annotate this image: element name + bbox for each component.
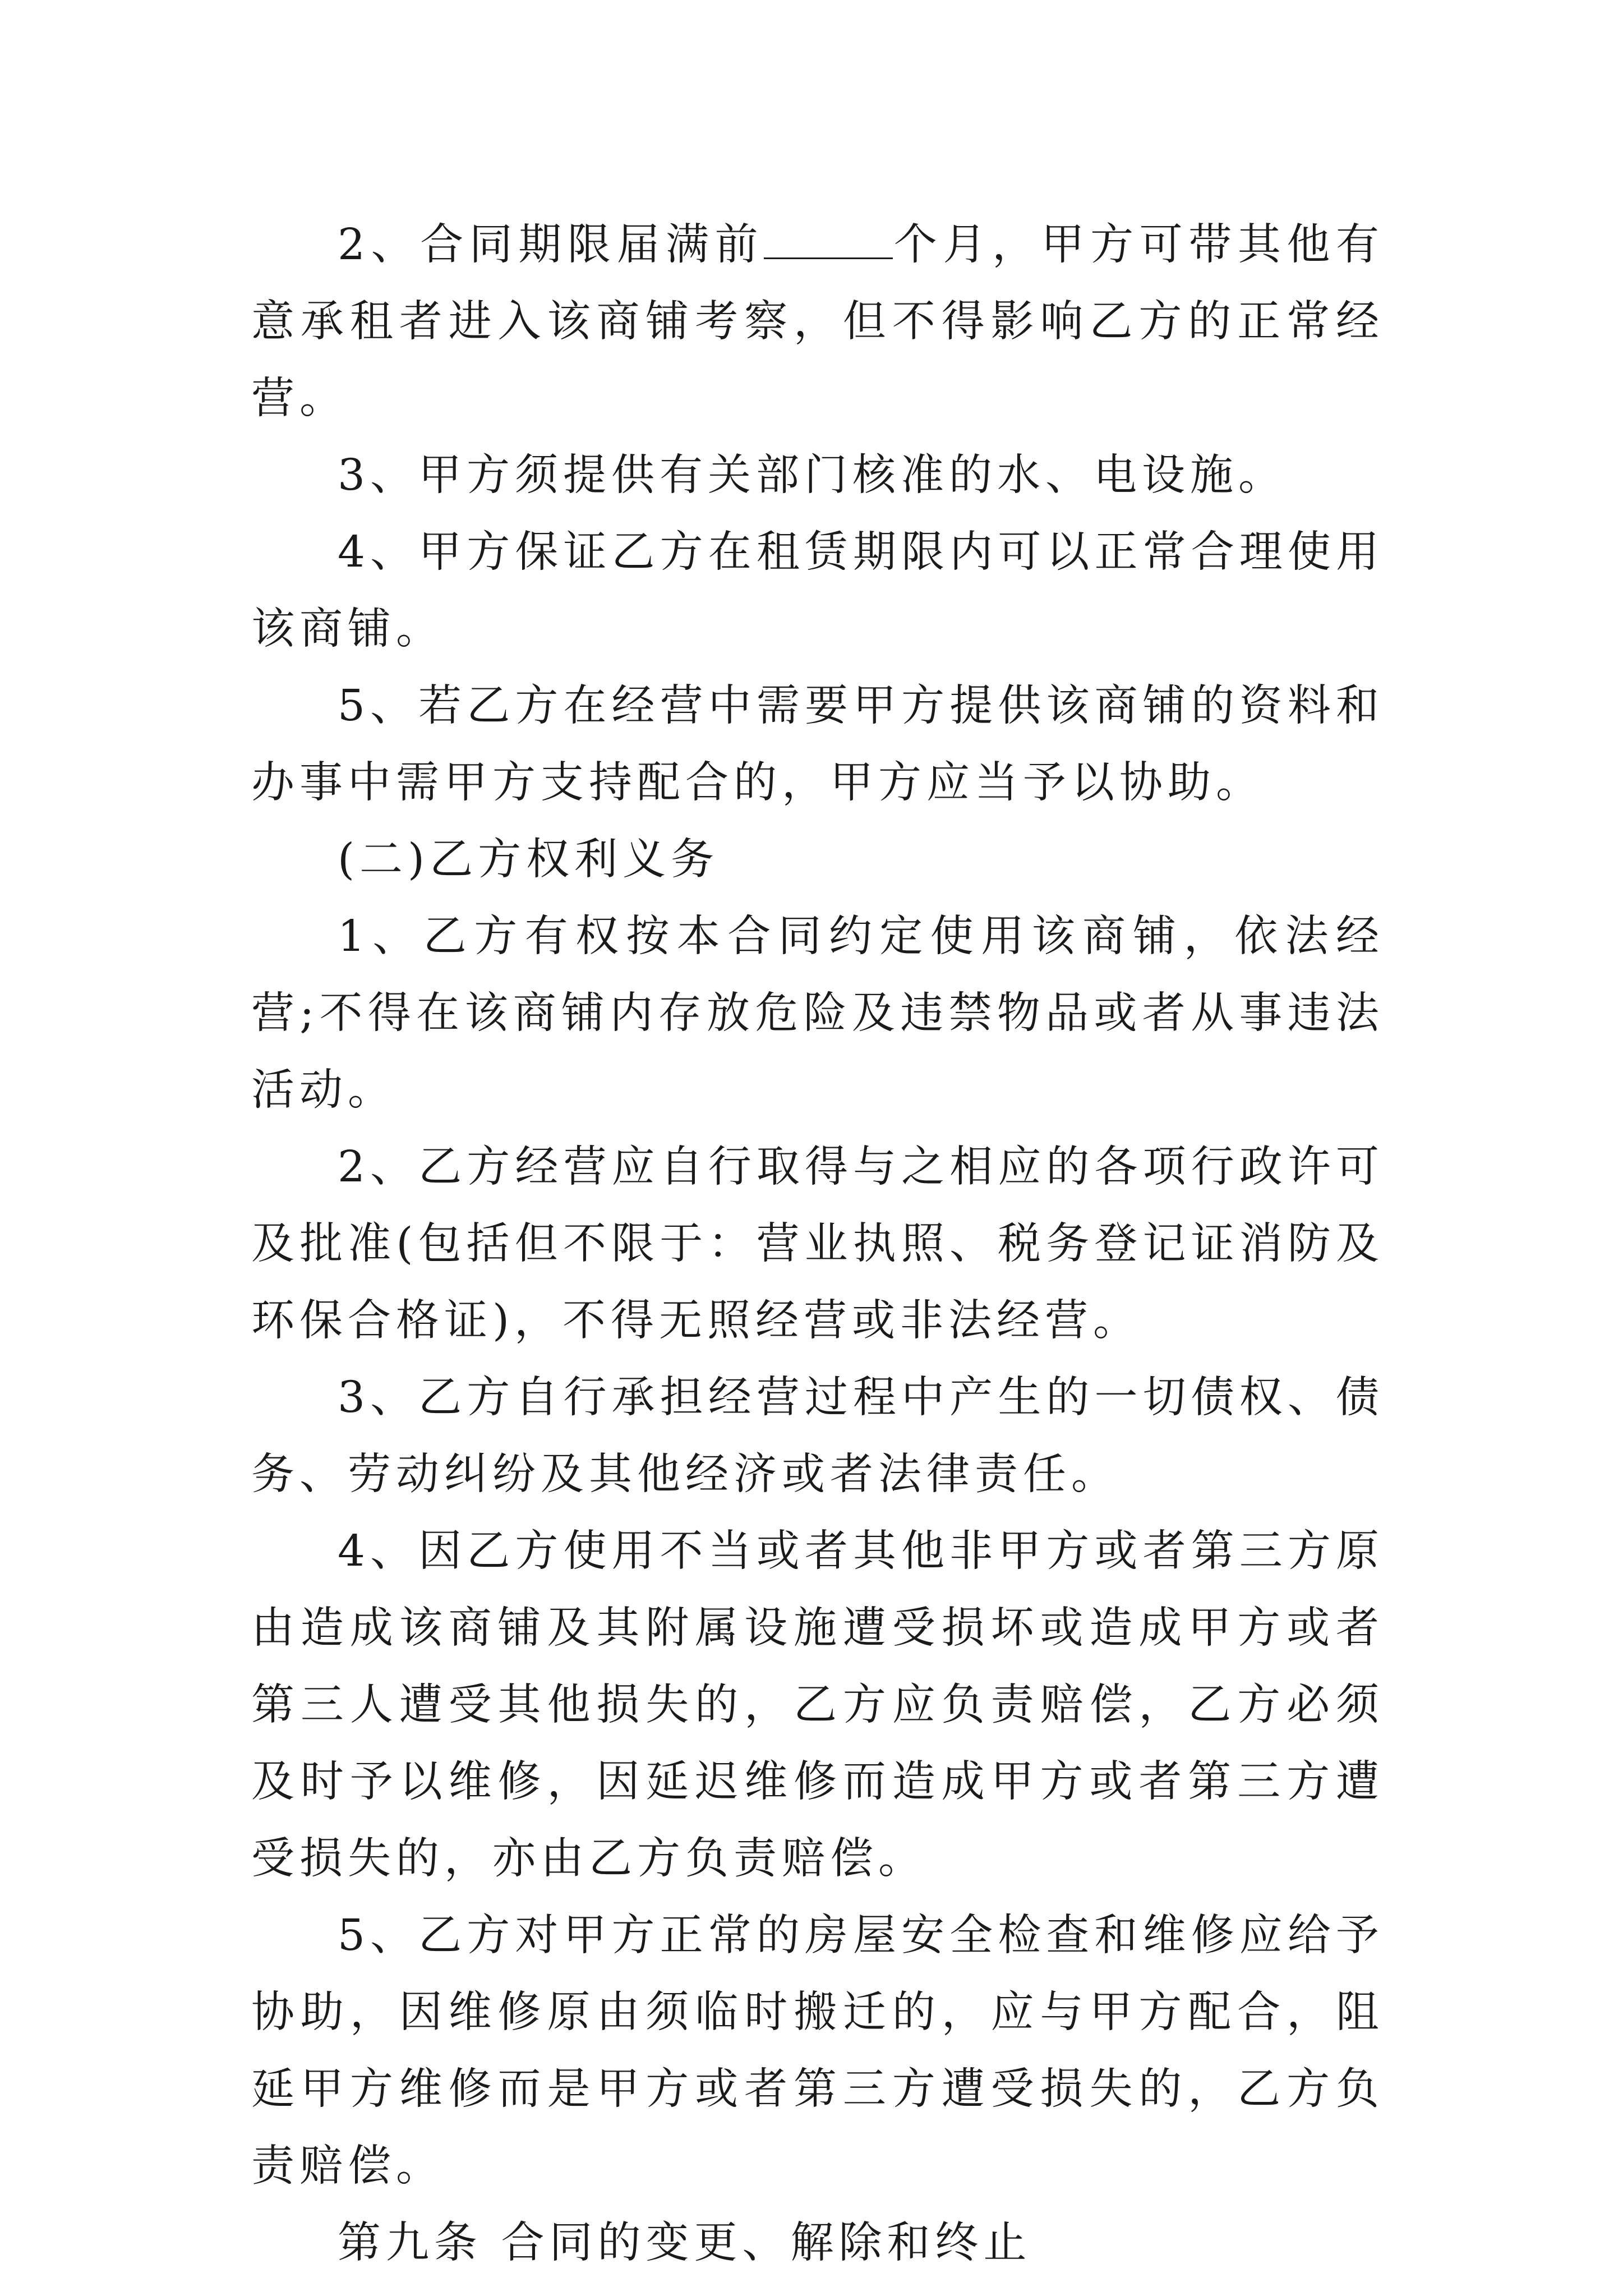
paragraph-liabilities: 3、乙方自行承担经营过程中产生的一切债权、债务、劳动纠纷及其他经济或者法律责任。 bbox=[251, 1373, 1384, 1499]
section-heading-tenant-rights: (二)乙方权利义务 bbox=[338, 835, 720, 885]
paragraph-assistance: 5、若乙方在经营中需要甲方提供该商铺的资料和办事中需甲方支持配合的，甲方应当予以协助。 bbox=[251, 681, 1384, 808]
paragraph-licenses: 2、乙方经营应自行取得与之相应的各项行政许可及批准(包括但不限于：营业执照、税务登记证消防及环保合格证)，不得无照经营或非法经营。 bbox=[251, 1142, 1384, 1346]
contract-body bbox=[251, 206, 1384, 2281]
fill-in-blank bbox=[764, 224, 893, 259]
paragraph-text: 2、合同期限届满前 bbox=[338, 220, 764, 270]
paragraph-renewal-notice bbox=[251, 206, 1384, 437]
paragraph-normal-use: 4、甲方保证乙方在租赁期限内可以正常合理使用该商铺。 bbox=[251, 527, 1384, 654]
article-heading-termination: 第九条 合同的变更、解除和终止 bbox=[338, 2218, 1032, 2268]
paragraph-inspection-cooperation: 5、乙方对甲方正常的房屋安全检查和维修应给予协助，因维修原由须临时搬迁的，应与甲方配合，阻延甲方维修而是甲方或者第三方遭受损失的，乙方负责赔偿。 bbox=[251, 1911, 1384, 2191]
paragraph-damage-compensation: 4、因乙方使用不当或者其他非甲方或者第三方原由造成该商铺及其附属设施遭受损坏或造成甲方或者第三人遭受其他损失的，乙方应负责赔偿，乙方必须及时予以维修，因延迟维修而造成甲方或者第三方遭受损失的，亦由乙方负责赔偿。 bbox=[251, 1526, 1384, 1884]
paragraph-lawful-use: 1、乙方有权按本合同约定使用该商铺，依法经营;不得在该商铺内存放危险及违禁物品或者从事违法活动。 bbox=[251, 912, 1384, 1115]
paragraph-utilities: 3、甲方须提供有关部门核准的水、电设施。 bbox=[338, 450, 1287, 500]
paragraph-text: 个月，甲方可带其他有意承租者进入该商铺考察，但不得影响乙方的正常经营。 bbox=[251, 220, 1384, 424]
